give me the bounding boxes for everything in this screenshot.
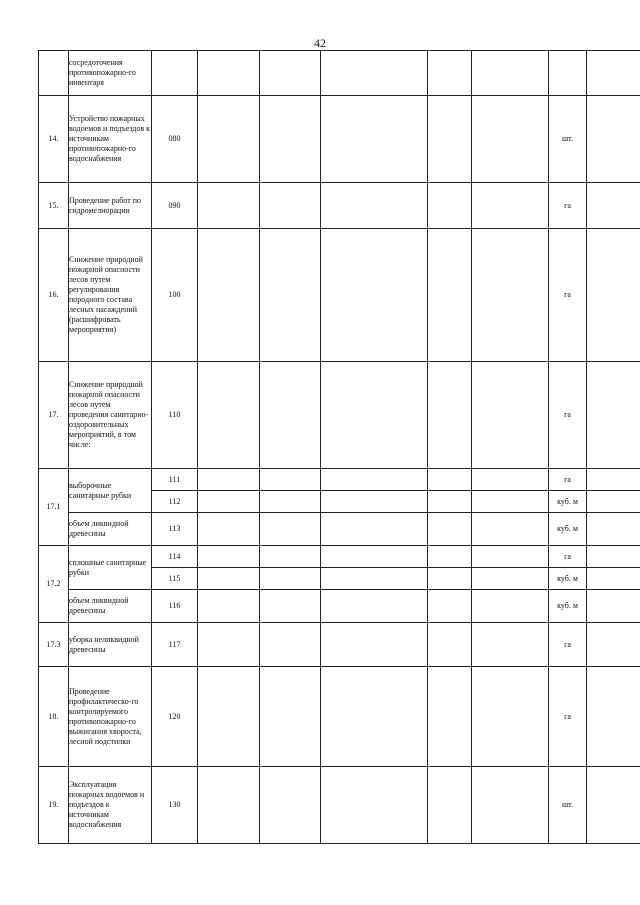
table-row	[39, 96, 640, 183]
row-number	[39, 51, 69, 96]
row-unit: куб. м	[549, 513, 587, 546]
row-code: 117	[152, 623, 198, 667]
row-unit: куб. м	[549, 568, 587, 590]
row-code: 100	[152, 229, 198, 362]
row-unit: га	[549, 546, 587, 568]
table-row	[39, 590, 640, 623]
table-row	[39, 767, 640, 844]
row-code	[152, 51, 198, 96]
row-number: 17.2	[39, 546, 69, 623]
row-code: 090	[152, 183, 198, 229]
row-unit	[549, 51, 587, 96]
row-number: 18.	[39, 667, 69, 767]
row-unit: куб. м	[549, 491, 587, 513]
row-code: 113	[152, 513, 198, 546]
row-unit: га	[549, 469, 587, 491]
row-name: объем ликвидной древесины	[69, 513, 152, 546]
row-name: Устройство пожарных водоемов и подъездов к источникам противопожарно-го водоснабжения	[69, 96, 152, 183]
row-unit: шт.	[549, 96, 587, 183]
row-name: Снижение природной пожарной опасности лесов путем проведения санитарно-оздоровительных мероприятий, в том числе:	[69, 362, 152, 469]
table-row	[39, 51, 640, 96]
row-number: 16.	[39, 229, 69, 362]
table-row	[39, 667, 640, 767]
row-name: Снижение природной пожарной опасности лесов путем регулирования породного состава лесных насаждений (расшифровать мероприятия)	[69, 229, 152, 362]
table-row	[39, 469, 640, 491]
table-row	[39, 546, 640, 568]
row-number: 17.3	[39, 623, 69, 667]
row-number: 19.	[39, 767, 69, 844]
row-unit: га	[549, 667, 587, 767]
row-unit: куб. м	[549, 590, 587, 623]
row-code: 110	[152, 362, 198, 469]
table-row	[39, 362, 640, 469]
row-code: 112	[152, 491, 198, 513]
table-row	[39, 229, 640, 362]
row-unit: га	[549, 229, 587, 362]
row-name: выборочные санитарные рубки	[69, 469, 152, 513]
row-unit: га	[549, 623, 587, 667]
table-row	[39, 623, 640, 667]
row-name: Эксплуатация пожарных водоемов и подъездов к источникам водоснабжения	[69, 767, 152, 844]
row-number: 17.1	[39, 469, 69, 546]
row-name: сплошные санитарные рубки	[69, 546, 152, 590]
row-unit: шт.	[549, 767, 587, 844]
row-name: Проведение работ по гидромелиорации	[69, 183, 152, 229]
row-name: уборка неликвидной древесины	[69, 623, 152, 667]
row-code: 080	[152, 96, 198, 183]
report-table	[38, 50, 640, 844]
row-code: 120	[152, 667, 198, 767]
row-name: сосредоточения противопожарно-го инвентаря	[69, 51, 152, 96]
row-code: 130	[152, 767, 198, 844]
row-name: объем ликвидной древесины	[69, 590, 152, 623]
page-number: 42	[314, 36, 326, 50]
row-unit: га	[549, 183, 587, 229]
row-number: 14.	[39, 96, 69, 183]
row-number: 15.	[39, 183, 69, 229]
row-name: Проведение профилактическо-го контролируемого противопожарно-го выжигания хвороста, лесной подстилки	[69, 667, 152, 767]
row-code: 111	[152, 469, 198, 491]
table-row	[39, 513, 640, 546]
row-code: 116	[152, 590, 198, 623]
row-code: 114	[152, 546, 198, 568]
table-row	[39, 183, 640, 229]
row-code: 115	[152, 568, 198, 590]
row-number: 17.	[39, 362, 69, 469]
row-unit: га	[549, 362, 587, 469]
